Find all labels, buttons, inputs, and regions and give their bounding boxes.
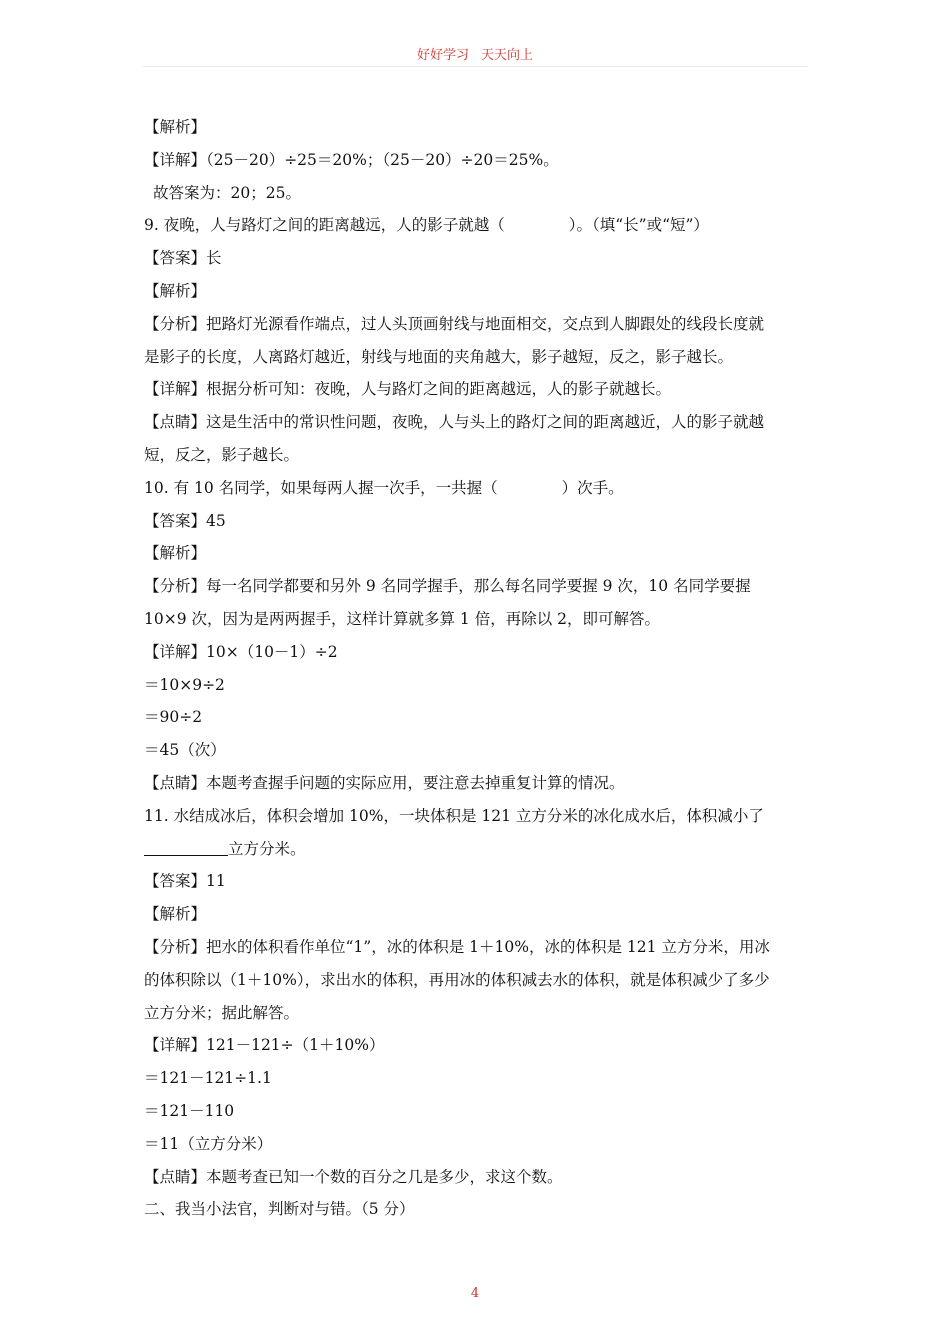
text-line: 10×9 次，因为是两两握手，这样计算就多算 1 倍，再除以 2，即可解答。 <box>144 609 661 628</box>
answer-underline <box>144 835 228 856</box>
question-10-suffix: ）次手。 <box>561 478 624 497</box>
question-9 <box>144 209 808 242</box>
text-line: 【解析】 <box>144 281 207 300</box>
text-line: ＝121－121÷1.1 <box>144 1069 272 1088</box>
header-right-text: 天天向上 <box>481 48 534 63</box>
text-line: 【分析】把水的体积看作单位“1”，冰的体积是 1＋10%，冰的体积是 121 立方分米，用冰 <box>144 937 770 956</box>
text-line: 的体积除以（1＋10%），求出水的体积，再用冰的体积减去水的体积，就是体积减少了多少 <box>144 970 770 989</box>
text-line: 【点睛】这是生活中的常识性问题，夜晚，人与头上的路灯之间的距离越近，人的影子就越 <box>144 413 765 432</box>
text-line: ＝10×9÷2 <box>144 675 225 694</box>
text-line: 【点睛】本题考查握手问题的实际应用，要注意去掉重复计算的情况。 <box>144 773 625 792</box>
text-line: 【解析】 <box>144 905 207 924</box>
text-line: ＝90÷2 <box>144 708 203 727</box>
question-11-continued <box>144 833 808 866</box>
header-left-text: 好好学习 <box>416 48 469 63</box>
text-line: 【解析】 <box>144 544 207 563</box>
header-divider <box>143 66 808 67</box>
question-11-suffix: 立方分米。 <box>228 839 306 858</box>
text-line: 【分析】把路灯光源看作端点，过人头顶画射线与地面相交，交点到人脚跟处的线段长度就 <box>144 314 765 333</box>
question-9-text: 9. 夜晚，人与路灯之间的距离越远，人的影子就越（ <box>144 216 505 235</box>
text-line: 11. 水结成冰后，体积会增加 10%，一块体积是 121 立方分米的冰化成水后，体积减小了 <box>144 806 764 825</box>
page-header <box>0 44 950 63</box>
text-line: 短，反之，影子越长。 <box>144 445 300 464</box>
text-line: ＝45（次） <box>144 741 226 760</box>
text-line: 【点睛】本题考查已知一个数的百分之几是多少，求这个数。 <box>144 1167 563 1186</box>
text-line: 故答案为：20；25。 <box>153 183 301 202</box>
page-number: 4 <box>470 1286 480 1301</box>
text-line: 【详解】121－121÷（1＋10%） <box>144 1036 385 1055</box>
text-line: 立方分米；据此解答。 <box>144 1003 300 1022</box>
document-body <box>144 111 808 1226</box>
text-line: 【答案】长 <box>144 249 222 268</box>
question-9-suffix: ）。（填“长”或“短”） <box>568 216 709 235</box>
text-line: 【解析】 <box>144 118 207 136</box>
question-10-text: 10. 有 10 名同学，如果每两人握一次手，一共握（ <box>144 478 498 497</box>
question-10 <box>144 472 808 505</box>
text-line: 【答案】45 <box>144 511 226 530</box>
text-line: 【答案】11 <box>144 872 226 891</box>
section-heading: 二、我当小法官，判断对与错。（5 分） <box>144 1200 415 1219</box>
text-line: ＝121－110 <box>144 1101 235 1120</box>
text-line: 【详解】根据分析可知：夜晚，人与路灯之间的距离越远，人的影子就越长。 <box>144 380 672 399</box>
text-line: 是影子的长度，人离路灯越近，射线与地面的夹角越大，影子越短，反之，影子越长。 <box>144 347 734 366</box>
text-line: 【分析】每一名同学都要和另外 9 名同学握手，那么每名同学要握 9 次，10 名同学要握 <box>144 577 751 596</box>
text-line: 【详解】10×（10－1）÷2 <box>144 642 338 661</box>
text-line: ＝11（立方分米） <box>144 1134 273 1153</box>
text-line: 【详解】（25－20）÷25＝20%；（25－20）÷20＝25%。 <box>144 150 559 169</box>
